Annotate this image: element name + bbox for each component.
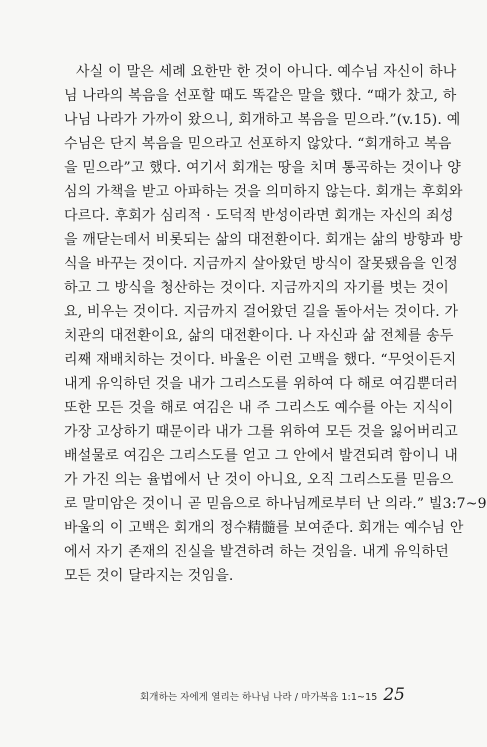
text-line: 또한 모든 것을 해로 여김은 내 주 그리스도 예수를 아는 지식이 — [64, 400, 454, 416]
text-line: 수님은 단지 복음을 믿으라고 선포하지 않았다. “회개하고 복음 — [64, 136, 452, 152]
text-line: 가 가진 의는 율법에서 난 것이 아니요, 오직 그리스도를 믿음으 — [64, 472, 454, 488]
text-line: 나님 나라가 가까이 왔으니, 회개하고 복음을 믿으라.”(v.15). 예 — [64, 112, 461, 128]
text-line: 로 말미암은 것이니 곧 믿음으로 하나님께로부터 난 의라.” 빌3:7~9 — [64, 496, 487, 512]
text-line: 에서 자기 존재의 진실을 발견하려 하는 것임을. 내게 유익하던 — [64, 544, 449, 560]
text-line: 식을 바꾸는 것이다. 지금까지 살아왔던 방식이 잘못됐음을 인정 — [64, 256, 459, 272]
text-line: 다르다. 후회가 심리적 · 도덕적 반성이라면 회개는 자신의 죄성 — [64, 208, 454, 224]
text-line: 바울의 이 고백은 회개의 정수精髓를 보여준다. 회개는 예수님 안 — [64, 520, 464, 536]
text-line: 을 믿으라”고 했다. 여기서 회개는 땅을 치며 통곡하는 것이나 양 — [64, 160, 461, 176]
text-line: 심의 가책을 받고 아파하는 것을 의미하지 않는다. 회개는 후회와 — [64, 184, 463, 200]
text-line: 님 나라의 복음을 선포할 때도 똑같은 말을 했다. “때가 찼고, 하 — [64, 88, 457, 104]
text-line: 하고 그 방식을 청산하는 것이다. 지금까지의 자기를 벗는 것이 — [64, 280, 449, 296]
text-line: 요, 비우는 것이다. 지금까지 걸어왔던 길을 돌아서는 것이다. 가 — [64, 304, 459, 320]
text-line: 배설물로 여김은 그리스도를 얻고 그 안에서 발견되려 함이니 내 — [64, 448, 459, 464]
text-line: 을 깨닫는데서 비롯되는 삶의 대전환이다. 회개는 삶의 방향과 방 — [64, 232, 463, 248]
text-line: 가장 고상하기 때문이라 내가 그를 위하여 모든 것을 잃어버리고 — [64, 424, 459, 440]
text-line: 치관의 대전환이요, 삶의 대전환이다. 나 자신과 삶 전체를 송두 — [64, 328, 454, 344]
text-line: 모든 것이 달라지는 것임을. — [64, 568, 234, 584]
text-line: 리째 재배치하는 것이다. 바울은 이런 고백을 했다. “무엇이든지 — [64, 352, 457, 368]
text-line: 사실 이 말은 세례 요한만 한 것이 아니다. 예수님 자신이 하나 — [76, 64, 457, 80]
text-line: 내게 유익하던 것을 내가 그리스도를 위하여 다 해로 여김뿐더러 — [64, 376, 459, 392]
page-number: 25 — [383, 685, 405, 705]
page-footer — [0, 685, 405, 709]
running-head: 회개하는 자에게 열리는 하나님 나라 / 마가복음 1:1~15 — [140, 692, 378, 703]
body-paragraph — [64, 60, 487, 588]
